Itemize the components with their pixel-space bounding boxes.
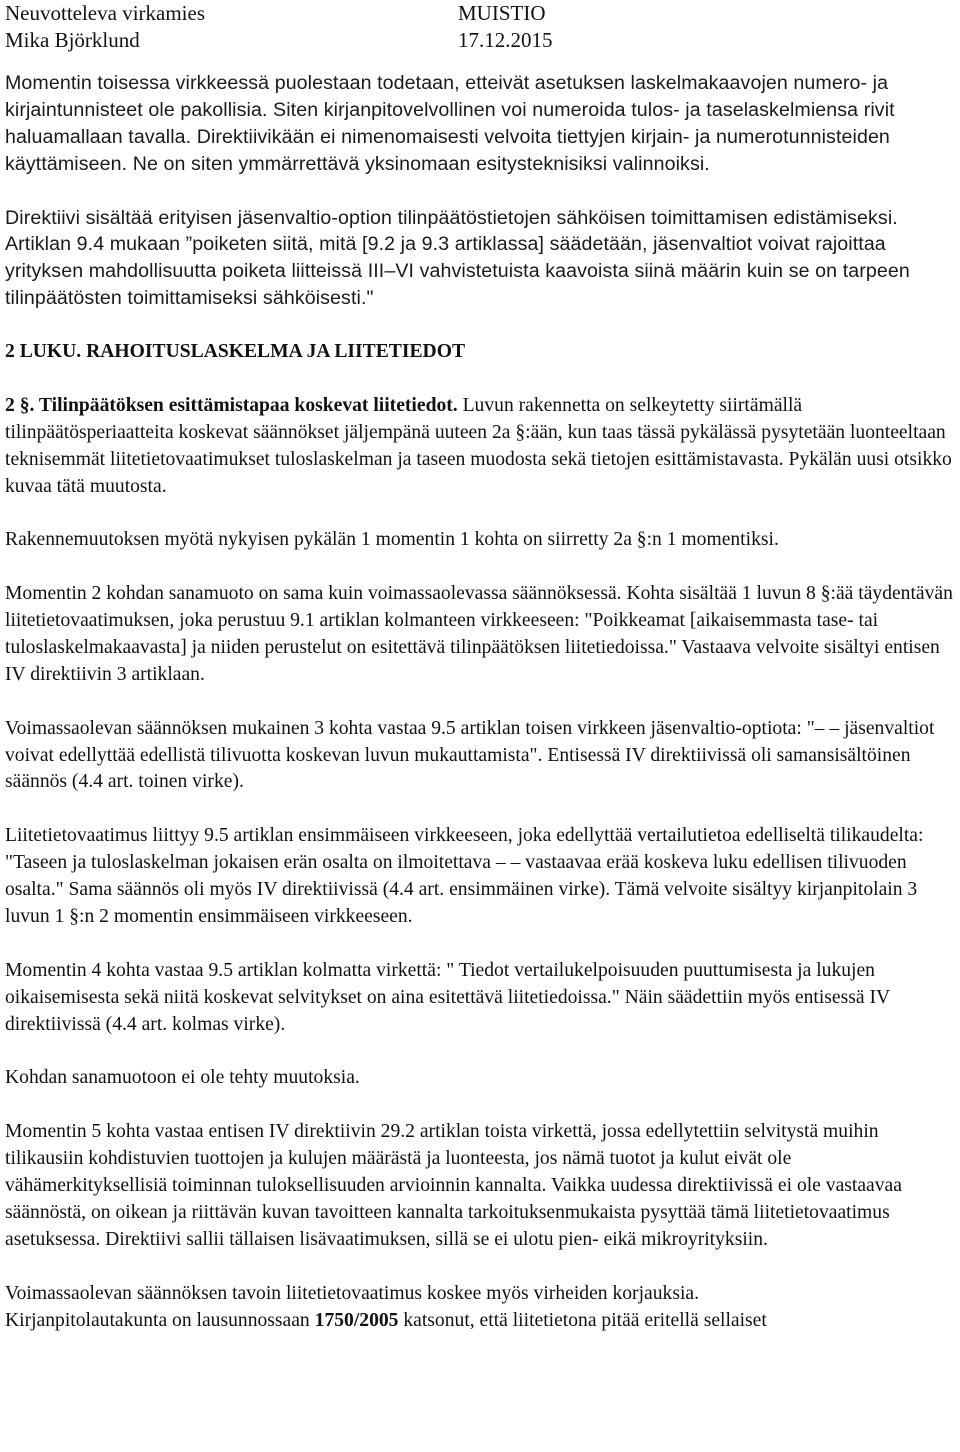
section-2-paragraph xyxy=(5,393,957,501)
memo-header xyxy=(5,0,955,54)
paragraph-1: Momentin toisessa virkkeessä puolestaan todetaan, etteivät asetuksen laskelmakaavojen numero- ja kirjaintunnisteet ole pakollisia. Siten kirjanpitovelvollinen voi numeroida tulos- ja taselaskelmiensa rivit haluamallaan tavalla. Direktiivikään ei nimenomaisesti velvoita tiettyjen kirjain- ja numerotunnisteiden käyttämiseen. Ne on siten ymmärrettävä yksinomaan esitysteknisiksi valinnoiksi. xyxy=(5,72,895,175)
author-title: Neuvotteleva virkamies xyxy=(5,1,206,25)
paragraph-11 xyxy=(5,1281,957,1335)
header-row-2 xyxy=(5,27,955,54)
document-date: 17.12.2015 xyxy=(458,28,553,52)
paragraph-8: Momentin 4 kohta vastaa 9.5 artiklan kolmatta virkettä: " Tiedot vertailukelpoisuuden puuttumisesta ja lukujen oikaisemisesta sekä niitä koskevat selvitykset on aina esitettävä liitetiedoissa." Näin säädettiin myös entisessä IV direktiivissä (4.4 art. kolmas virke). xyxy=(5,959,890,1035)
document-type: MUISTIO xyxy=(458,1,546,25)
section-2-text: Luvun rakennetta on selkeytetty siirtämällä tilinpäätösperiaatteita koskevat säännökset jäljempänä uuteen 2a §:ään, kun taas tässä pykälässä pysytetään luonteeltaan teknisemmät liitetietovaatimukset tuloslaskelman ja taseen muodosta sekä tietojen esittämistavasta. Pykälän uusi otsikko kuvaa tätä muutosta. xyxy=(5,394,952,497)
header-row-1 xyxy=(5,0,955,27)
paragraph-2: Direktiivi sisältää erityisen jäsenvaltio-option tilinpäätöstietojen sähköisen toimittamisen edistämiseksi. Artiklan 9.4 mukaan ”poiketen siitä, mitä [9.2 ja 9.3 artiklassa] säädetään, jäsenvaltiot voivat rajoittaa yrityksen mahdollisuutta poiketa liitteissä III–VI vahvistetuista kaavoista siinä määrin kuin se on tarpeen tilinpäätösten toimittamiseksi sähköisesti." xyxy=(5,206,910,310)
author-name: Mika Björklund xyxy=(5,28,140,52)
paragraph-9: Kohdan sanamuotoon ei ole tehty muutoksia. xyxy=(5,1067,360,1089)
chapter-heading: 2 LUKU. RAHOITUSLASKELMA JA LIITETIEDOT xyxy=(5,341,466,363)
statement-number: 1750/2005 xyxy=(314,1309,399,1331)
section-2-heading: 2 §. Tilinpäätöksen esittämistapaa koskevat liitetiedot. xyxy=(5,394,458,416)
paragraph-6: Voimassaolevan säännöksen mukainen 3 kohta vastaa 9.5 artiklan toisen virkkeen jäsenvaltio-optiota: "– – jäsenvaltiot voivat edellyttää edellistä tilivuotta koskevan luvun mukauttamista". Entisessä IV direktiivissä oli samansisältöinen säännös (4.4 art. toinen virke). xyxy=(5,717,935,793)
paragraph-11-line-2b: katsonut, että liitetietona pitää eritellä sellaiset xyxy=(398,1309,767,1331)
paragraph-4: Rakennemuutoksen myötä nykyisen pykälän 1 momentin 1 kohta on siirretty 2a §:n 1 momentiksi. xyxy=(5,529,779,551)
memo-body xyxy=(5,70,957,1361)
paragraph-11-line-1: Voimassaolevan säännöksen tavoin liitetietovaatimus koskee myös virheiden korjauksia. xyxy=(5,1282,699,1304)
paragraph-11-line-2a: Kirjanpitolautakunta on lausunnossaan xyxy=(5,1309,315,1331)
paragraph-7: Liitetietovaatimus liittyy 9.5 artiklan ensimmäiseen virkkeeseen, joka edellyttää vertailutietoa edelliseltä tilikaudelta: "Taseen ja tuloslaskelman jokaisen erän osalta on ilmoitettava – – vastaavaa erää koskeva luku edellisen tilivuoden osalta." Sama säännös oli myös IV direktiivissä (4.4 art. ensimmäinen virke). Tämä velvoite sisältyy kirjanpitolain 3 luvun 1 §:n 2 momentin ensimmäiseen virkkeeseen. xyxy=(5,825,924,927)
paragraph-10: Momentin 5 kohta vastaa entisen IV direktiivin 29.2 artiklan toista virkettä, jossa edellytettiin selvitystä muihin tilikausiin kohdistuvien tuottojen ja kulujen määrästä ja luonteesta, jos nämä tuotot ja kulut eivät ole vähämerkityksellisiä toiminnan tuloksellisuuden arvioinnin kannalta. Vaikka uudessa direktiivissä ei ole vastaavaa säännöstä, on oikean ja riittävän kuvan tavoitteen kannalta tarkoituksenmukaista pysyttää tämä liitetietovaatimus asetuksessa. Direktiivi sallii tällaisen lisävaatimuksen, sillä se ei ulotu pien- eikä mikroyrityksiin. xyxy=(5,1121,902,1250)
paragraph-5: Momentin 2 kohdan sanamuoto on sama kuin voimassaolevassa säännöksessä. Kohta sisältää 1 luvun 8 §:ää täydentävän liitetietovaatimuksen, joka perustuu 9.1 artiklan kolmanteen virkkeeseen: "Poikkeamat [aikaisemmasta tase- tai tuloslaskelmakaavasta] ja niiden perustelut on esitettävä tilinpäätöksen liitetiedoissa." Vastaava velvoite sisältyi entisen IV direktiivin 3 artiklaan. xyxy=(5,583,953,685)
